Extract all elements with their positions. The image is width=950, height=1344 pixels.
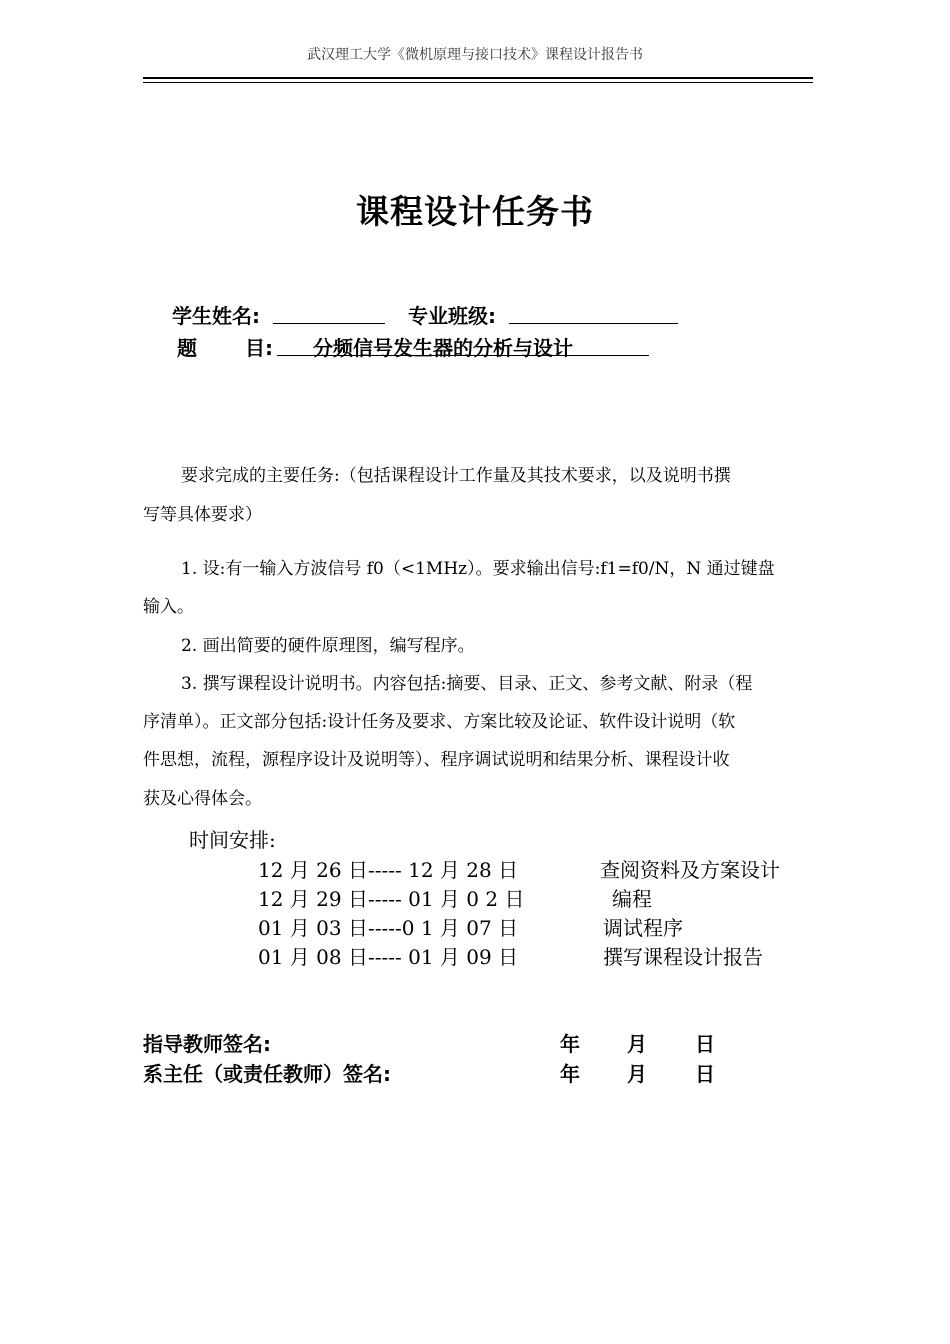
document-title: 课程设计任务书 bbox=[356, 192, 594, 231]
requirement-item-3-line1: 3. 撰写课程设计说明书。内容包括:摘要、目录、正文、参考文献、附录（程 bbox=[181, 674, 753, 694]
schedule-row-dates: 01 月 03 日-----0 1 月 07 日 bbox=[258, 916, 519, 940]
schedule-row-task: 撰写课程设计报告 bbox=[603, 945, 763, 969]
student-name-field[interactable] bbox=[273, 323, 385, 324]
page-header: 武汉理工大学《微机原理与接口技术》课程设计报告书 bbox=[307, 47, 643, 63]
schedule-label: 时间安排: bbox=[189, 828, 276, 852]
advisor-year-label: 年 bbox=[560, 1032, 580, 1056]
major-class-field[interactable] bbox=[509, 323, 678, 324]
requirement-item-3-line2: 序清单）。正文部分包括:设计任务及要求、方案比较及论证、软件设计说明（软 bbox=[143, 712, 736, 732]
advisor-signature-label: 指导教师签名: bbox=[143, 1032, 271, 1056]
topic-label-char1: 题 bbox=[177, 336, 197, 360]
schedule-row-dates: 12 月 26 日----- 12 月 28 日 bbox=[258, 858, 519, 882]
schedule-row-dates: 01 月 08 日----- 01 月 09 日 bbox=[258, 945, 519, 969]
director-day-label: 日 bbox=[695, 1062, 715, 1086]
advisor-day-label: 日 bbox=[695, 1032, 715, 1056]
major-class-label: 专业班级: bbox=[408, 304, 496, 328]
schedule-row-dates: 12 月 29 日----- 01 月 0 2 日 bbox=[258, 887, 525, 911]
header-rule bbox=[143, 77, 813, 79]
student-name-label: 学生姓名: bbox=[172, 304, 260, 328]
requirement-item-1-line2: 输入。 bbox=[143, 597, 194, 617]
topic-underline bbox=[277, 355, 649, 356]
requirement-item-3-line4: 获及心得体会。 bbox=[143, 789, 262, 809]
advisor-month-label: 月 bbox=[627, 1032, 647, 1056]
schedule-row-task: 查阅资料及方案设计 bbox=[600, 858, 780, 882]
topic-label-char2: 目: bbox=[245, 336, 273, 360]
director-signature-label: 系主任（或责任教师）签名: bbox=[143, 1062, 391, 1086]
requirements-intro-line2: 写等具体要求） bbox=[143, 505, 262, 525]
requirement-item-1-line1: 1. 设:有一输入方波信号 f0（<1MHz）。要求输出信号:f1=f0/N，N 通过键盘 bbox=[181, 559, 775, 579]
director-year-label: 年 bbox=[560, 1062, 580, 1086]
requirements-intro-line1: 要求完成的主要任务:（包括课程设计工作量及其技术要求，以及说明书撰 bbox=[181, 466, 731, 486]
header-rule-thin bbox=[143, 82, 813, 83]
schedule-row-task: 编程 bbox=[612, 887, 652, 911]
director-month-label: 月 bbox=[627, 1062, 647, 1086]
requirement-item-3-line3: 件思想，流程，源程序设计及说明等）、程序调试说明和结果分析、课程设计收 bbox=[143, 750, 730, 770]
schedule-row-task: 调试程序 bbox=[603, 916, 683, 940]
topic-value: 分频信号发生器的分析与设计 bbox=[313, 336, 573, 360]
requirement-item-2: 2. 画出简要的硬件原理图，编写程序。 bbox=[181, 636, 475, 656]
